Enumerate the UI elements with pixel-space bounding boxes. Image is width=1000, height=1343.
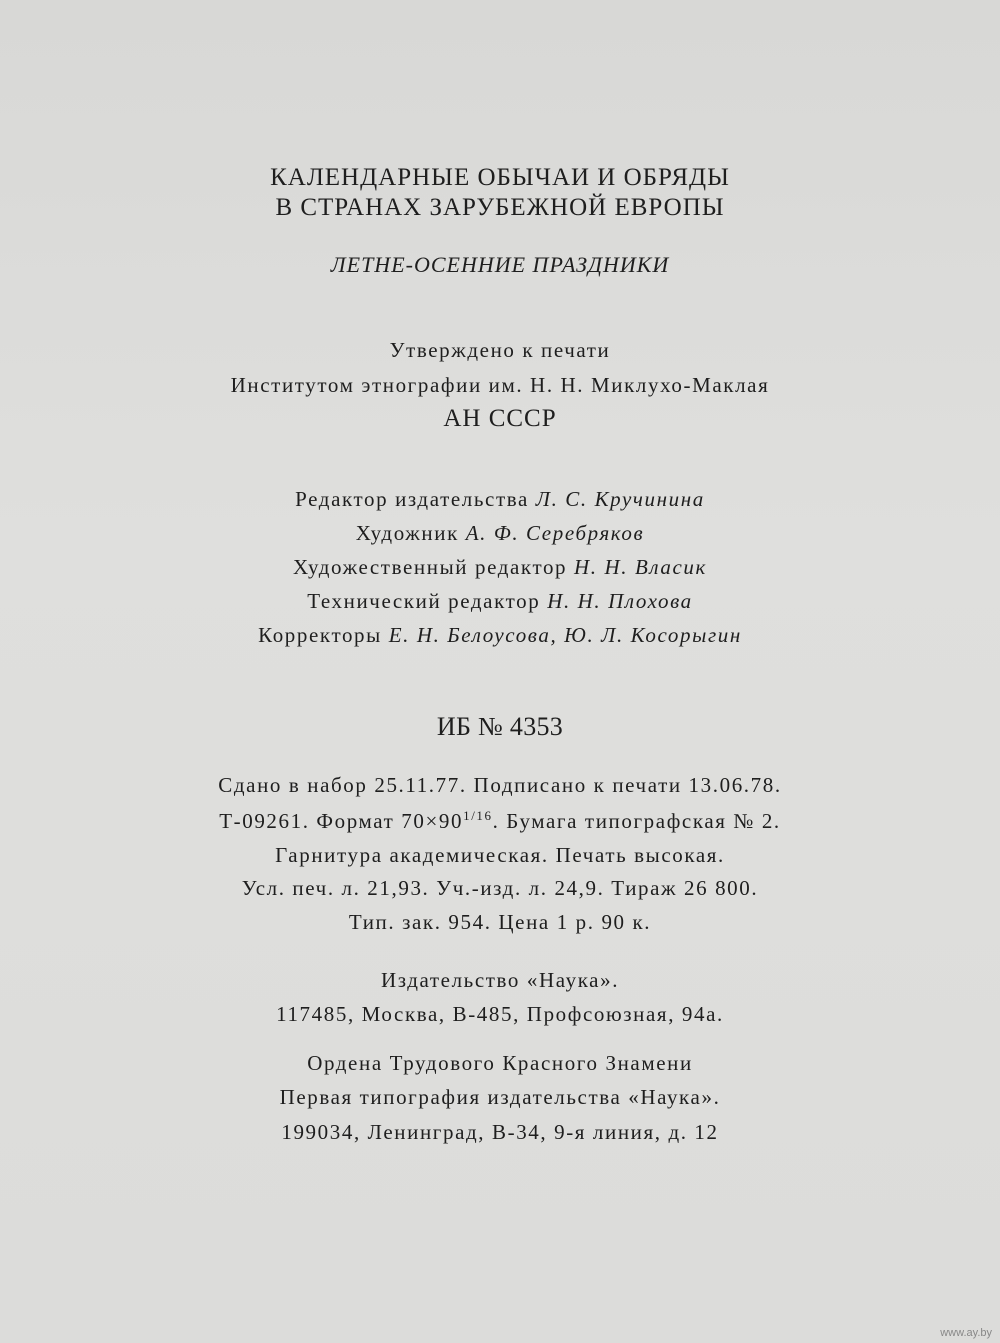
printing-line-3: Гарнитура академическая. Печать высокая.: [275, 843, 725, 867]
credit-name: А. Ф. Серебряков: [465, 521, 645, 545]
credit-editor: [0, 487, 1000, 512]
credit-name: Н. Н. Плохова: [547, 589, 693, 613]
watermark-text: www.ay.by: [940, 1327, 992, 1339]
paper-text: . Бумага типографская № 2.: [492, 809, 781, 833]
book-subtitle: ЛЕТНЕ-ОСЕННИЕ ПРАЗДНИКИ: [330, 252, 670, 277]
approval-line-2: Институтом этнографии им. Н. Н. Миклухо-Маклая: [230, 373, 770, 397]
credit-role: Технический редактор: [307, 589, 541, 613]
format-text: Т-09261. Формат 70×90: [219, 809, 464, 833]
printing-line-4: Усл. печ. л. 21,93. Уч.-изд. л. 24,9. Тираж 26 800.: [241, 876, 759, 900]
credit-art-editor: [0, 555, 1000, 580]
credit-role: Художник: [355, 521, 459, 545]
printer-line-2: Первая типография издательства «Наука».: [279, 1085, 721, 1109]
printer-line-3: 199034, Ленинград, В-34, 9-я линия, д. 12: [281, 1120, 719, 1144]
approval-line-1: Утверждено к печати: [389, 338, 611, 362]
book-title-line-2: В СТРАНАХ ЗАРУБЕЖНОЙ ЕВРОПЫ: [275, 194, 725, 221]
publisher-line-2: 117485, Москва, В-485, Профсоюзная, 94а.: [276, 1002, 724, 1026]
credit-name: Н. Н. Власик: [574, 555, 707, 579]
credit-name: Е. Н. Белоусова, Ю. Л. Косорыгин: [388, 623, 742, 647]
printer-line-1: Ордена Трудового Красного Знамени: [307, 1051, 693, 1075]
credit-role: Художественный редактор: [293, 555, 568, 579]
credit-correctors: [0, 623, 1000, 648]
approval-line-3: АН СССР: [443, 405, 557, 432]
ib-number: ИБ № 4353: [436, 712, 564, 741]
credit-name: Л. С. Кручинина: [535, 487, 705, 511]
printing-line-2: [0, 808, 1000, 834]
credit-role: Редактор издательства: [295, 487, 529, 511]
printing-line-1: Сдано в набор 25.11.77. Подписано к печати 13.06.78.: [218, 773, 782, 797]
printing-line-5: Тип. зак. 954. Цена 1 р. 90 к.: [348, 910, 652, 934]
credit-tech-editor: [0, 589, 1000, 614]
credit-role: Корректоры: [258, 623, 382, 647]
publisher-line-1: Издательство «Наука».: [380, 968, 620, 992]
book-title-line-1: КАЛЕНДАРНЫЕ ОБЫЧАИ И ОБРЯДЫ: [270, 164, 730, 191]
credit-artist: [0, 521, 1000, 546]
format-fraction: 1/16: [463, 808, 493, 823]
